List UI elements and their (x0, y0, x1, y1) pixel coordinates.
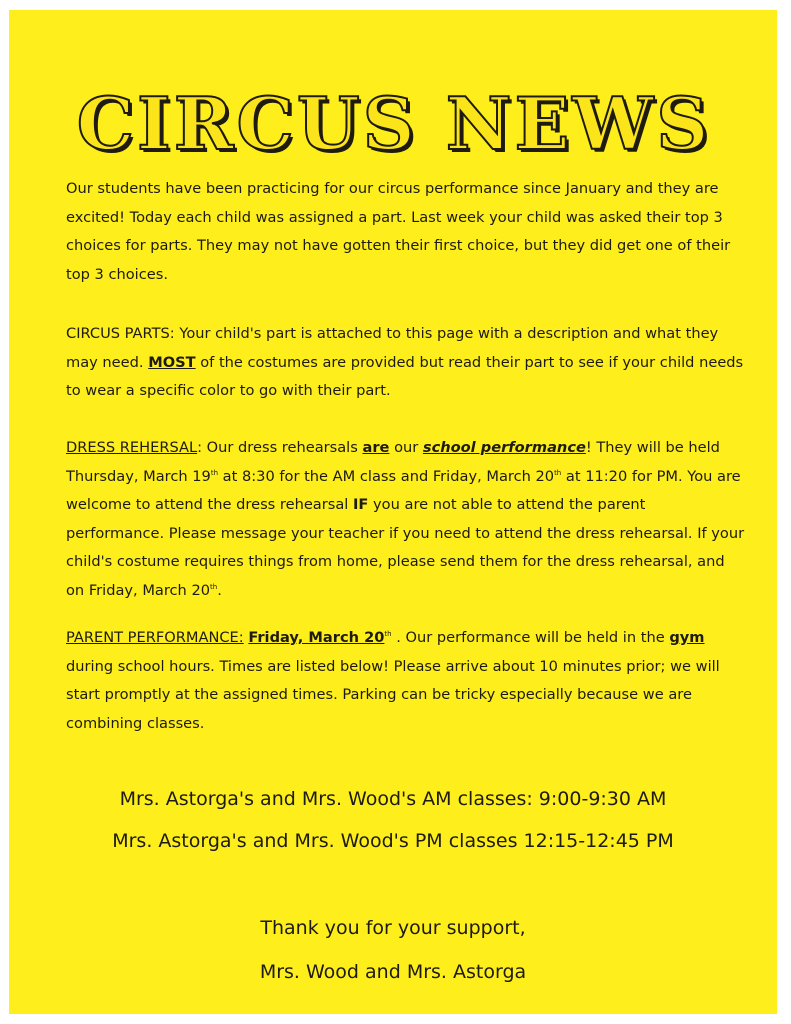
flyer-sheet (9, 10, 777, 1014)
rehearsal-text-3: ! They will be held Thursday, March 19 (66, 439, 720, 485)
rehearsal-text-5: at 11:20 for PM. You are welcome to attend the dress rehearsal (66, 467, 741, 513)
rehearsal-text-6: you are not able to attend the parent performance. Please message your teacher if you need to attend the dress rehearsal. If your child's costume requires things from home, please send them for the dress rehearsal, and on Friday, March 20 (66, 496, 745, 599)
ordinal-suffix: th (210, 468, 219, 477)
circus-parts-heading: CIRCUS PARTS: (66, 325, 175, 342)
ordinal-suffix: th (210, 582, 218, 591)
am-schedule-line: Mrs. Astorga's and Mrs. Wood's AM classes: 9:00-9:30 AM (119, 788, 667, 810)
parent-text-2: during school hours. Times are listed below! Please arrive about 10 minutes prior; we will start promptly at the assigned times. Parking can be tricky especially because we are combining classes. (66, 657, 720, 732)
most-emphasis: MOST (148, 353, 196, 371)
closing-line: Thank you for your support, (260, 917, 526, 939)
rehearsal-text-2: our (389, 439, 423, 456)
parent-text-1: . Our performance will be held in the (391, 629, 670, 646)
circus-parts-paragraph (66, 320, 746, 406)
dress-rehearsal-paragraph (66, 434, 746, 605)
gym-emphasis: gym (669, 629, 705, 646)
parent-performance-date: Friday, March 20 (248, 629, 385, 646)
circus-parts-text-a: Your child's part is attached to this page with a description and what they may need. (66, 325, 719, 371)
rehearsal-text-4: at 8:30 for the AM class and Friday, March 20 (218, 467, 555, 485)
signature-line: Mrs. Wood and Mrs. Astorga (259, 961, 527, 983)
ordinal-suffix: th (554, 468, 562, 477)
are-emphasis: are (362, 439, 390, 456)
pm-schedule-line: Mrs. Astorga's and Mrs. Wood's PM classes 12:15-12:45 PM (112, 830, 674, 852)
dress-rehearsal-heading: DRESS REHERSAL (66, 439, 198, 456)
circus-parts-text-b: of the costumes are provided but read their part to see if your child needs to wear a specific color to go with their part. (66, 353, 744, 399)
flyer-title: CIRCUS NEWS (76, 81, 712, 166)
school-performance-emphasis: school performance (422, 439, 586, 456)
rehearsal-text-1: : Our dress rehearsals (197, 439, 363, 456)
parent-performance-heading: PARENT PERFORMANCE: (66, 629, 244, 646)
rehearsal-text-7: . (217, 581, 222, 599)
intro-paragraph: Our students have been practicing for our circus performance since January and they are excited! Today each child was assigned a part. Last week your child was asked their top 3 choices for parts. They may not have gotten their first choice, but they did get one of their top 3 choices. (66, 180, 731, 283)
ordinal-suffix: th (384, 630, 392, 639)
if-emphasis: IF (353, 496, 369, 513)
parent-performance-paragraph (66, 624, 746, 738)
